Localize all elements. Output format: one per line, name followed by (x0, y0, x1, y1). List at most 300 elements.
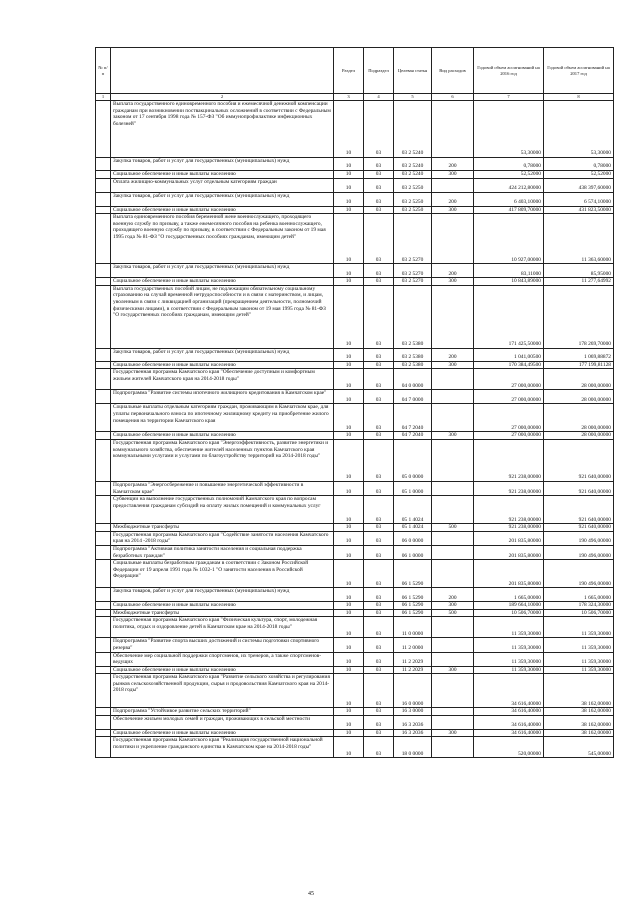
cell-razdel: 10 (334, 729, 364, 737)
table-row (96, 432, 614, 440)
table-row (96, 652, 614, 666)
cell-2016: 27 000,00000 (474, 404, 544, 432)
cell-num (96, 481, 111, 495)
cell-2017: 190 496,00000 (544, 545, 614, 559)
table-row (96, 617, 614, 638)
cell-num (96, 278, 111, 286)
budget-table-sheet (95, 47, 613, 758)
table-row (96, 192, 614, 206)
col-number: 1 (96, 94, 111, 101)
cell-podrazdel: 03 (364, 192, 394, 206)
cell-num (96, 609, 111, 617)
cell-razdel: 10 (334, 737, 364, 758)
cell-podrazdel: 03 (364, 729, 394, 737)
cell-podrazdel: 03 (364, 390, 394, 404)
cell-name: Выплата государственных пособий лицам, не подлежащим обязательному социальному страхованию на случай временной нетрудоспособности и в связи с материнством, и лицам, уволенным в связи с ликвидацией организаций (прекращением деятельности, полномочий физическими лицами), в соответствии с Федеральным законом от 19 мая 1995 года № 81-ФЗ "О государственных пособиях гражданам, имеющим детей" (111, 285, 334, 348)
cell-name: Социальное обеспечение и иные выплаты населению (111, 602, 334, 610)
cell-podrazdel: 03 (364, 602, 394, 610)
cell-2017: 38 162,00000 (544, 729, 614, 737)
cell-name: Подпрограмма "Развитие спорта высших достижений и системы подготовки спортивного резерва" (111, 638, 334, 652)
cell-2016: 1 041,00500 (474, 348, 544, 361)
cell-vr (432, 674, 474, 708)
cell-name: Социальное обеспечение и иные выплаты населению (111, 206, 334, 214)
cell-2016: 201 835,80000 (474, 560, 544, 588)
cell-razdel: 10 (334, 192, 364, 206)
cell-num (96, 496, 111, 524)
cell-2017: 190 496,00000 (544, 560, 614, 588)
cell-podrazdel: 03 (364, 674, 394, 708)
cell-num (96, 439, 111, 481)
table-row (96, 264, 614, 278)
table-row (96, 545, 614, 559)
cell-podrazdel: 03 (364, 638, 394, 652)
cell-podrazdel: 03 (364, 531, 394, 545)
table-row (96, 524, 614, 532)
cell-csr: 11 2 2029 (394, 652, 432, 666)
cell-num (96, 588, 111, 602)
cell-num (96, 348, 111, 361)
cell-2016: 27 000,00000 (474, 432, 544, 440)
cell-podrazdel: 03 (364, 369, 394, 390)
cell-2016: 201 835,80000 (474, 531, 544, 545)
cell-2017: 28 000,00000 (544, 404, 614, 432)
cell-2017: 1 069,88872 (544, 348, 614, 361)
cell-name: Закупка товаров, работ и услуг для государственных (муниципальных) нужд (111, 588, 334, 602)
cell-vr: 500 (432, 609, 474, 617)
cell-csr: 05 1 0000 (394, 481, 432, 495)
cell-2017: 28 000,00000 (544, 432, 614, 440)
cell-vr: 300 (432, 171, 474, 179)
cell-num (96, 617, 111, 638)
table-row (96, 404, 614, 432)
cell-2016: 34 616,40000 (474, 708, 544, 716)
cell-razdel: 10 (334, 404, 364, 432)
cell-num (96, 432, 111, 440)
cell-2016: 27 000,00000 (474, 390, 544, 404)
cell-2016: 424 212,80000 (474, 178, 544, 192)
cell-csr: 16 3 2036 (394, 715, 432, 729)
cell-2017: 438 397,60000 (544, 178, 614, 192)
cell-2016: 0,78000 (474, 158, 544, 171)
cell-vr: 300 (432, 361, 474, 369)
cell-num (96, 652, 111, 666)
cell-vr (432, 101, 474, 158)
table-row (96, 560, 614, 588)
cell-name: Закупка товаров, работ и услуг для государственных (муниципальных) нужд (111, 348, 334, 361)
cell-podrazdel: 03 (364, 496, 394, 524)
cell-razdel: 10 (334, 214, 364, 264)
cell-vr (432, 715, 474, 729)
cell-2016: 921 238,00000 (474, 439, 544, 481)
cell-name: Межбюджетные трансферты (111, 524, 334, 532)
cell-2016: 1 665,00000 (474, 588, 544, 602)
cell-num (96, 404, 111, 432)
cell-2016: 10 843,89000 (474, 278, 544, 286)
table-row (96, 214, 614, 264)
cell-podrazdel: 03 (364, 158, 394, 171)
cell-razdel: 10 (334, 715, 364, 729)
cell-podrazdel: 03 (364, 361, 394, 369)
cell-podrazdel: 03 (364, 404, 394, 432)
cell-2017: 11 277,64992 (544, 278, 614, 286)
cell-vr: 300 (432, 729, 474, 737)
header-num: № п/п (96, 48, 111, 94)
cell-podrazdel: 03 (364, 432, 394, 440)
cell-2016: 520,00000 (474, 737, 544, 758)
cell-razdel: 10 (334, 708, 364, 716)
table-row (96, 439, 614, 481)
cell-vr (432, 390, 474, 404)
cell-razdel: 10 (334, 496, 364, 524)
cell-csr: 03 2 5250 (394, 178, 432, 192)
cell-num (96, 560, 111, 588)
cell-podrazdel: 03 (364, 652, 394, 666)
cell-csr: 03 2 5380 (394, 361, 432, 369)
cell-vr: 200 (432, 158, 474, 171)
cell-csr: 16 3 2036 (394, 729, 432, 737)
cell-vr (432, 178, 474, 192)
cell-name: Выплата государственного единовременного пособия и ежемесячной денежной компенсации гражданам при возникновении поствакцинальных осложнений в соответствии с Федеральным законом от 17 сентября 1998 года № 157-ФЗ "Об иммунопрофилактике инфекционных болезней" (111, 101, 334, 158)
cell-num (96, 285, 111, 348)
table-row (96, 715, 614, 729)
cell-csr: 06 1 0000 (394, 545, 432, 559)
cell-csr: 03 2 5250 (394, 206, 432, 214)
cell-csr: 16 0 0000 (394, 674, 432, 708)
header-2017: Годовой объем ассигнований на 2017 год (544, 48, 614, 94)
cell-2016: 10 927,00000 (474, 214, 544, 264)
cell-csr: 03 2 5240 (394, 158, 432, 171)
cell-num (96, 674, 111, 708)
cell-num (96, 524, 111, 532)
cell-vr: 300 (432, 206, 474, 214)
cell-podrazdel: 03 (364, 666, 394, 674)
col-number: 3 (334, 94, 364, 101)
cell-csr: 03 2 5270 (394, 264, 432, 278)
cell-razdel: 10 (334, 361, 364, 369)
cell-num (96, 178, 111, 192)
cell-name: Государственная программа Камчатского края "Обеспечение доступным и комфортным жильем жителей Камчатского края на 2014-2018 годы" (111, 369, 334, 390)
col-number: 8 (544, 94, 614, 101)
cell-num (96, 602, 111, 610)
cell-razdel: 10 (334, 617, 364, 638)
cell-razdel: 10 (334, 560, 364, 588)
cell-name: Социальное обеспечение и иные выплаты населению (111, 666, 334, 674)
cell-2017: 178 269,70000 (544, 285, 614, 348)
cell-2016: 34 616,40000 (474, 674, 544, 708)
cell-2017: 178 324,30000 (544, 602, 614, 610)
col-number: 7 (474, 94, 544, 101)
header-razdel: Раздел (334, 48, 364, 94)
cell-2017: 545,00000 (544, 737, 614, 758)
cell-vr (432, 652, 474, 666)
cell-razdel: 10 (334, 652, 364, 666)
cell-2016: 921 238,00000 (474, 496, 544, 524)
cell-razdel: 10 (334, 674, 364, 708)
cell-podrazdel: 03 (364, 715, 394, 729)
cell-name: Обеспечение жильем молодых семей и граждан, проживающих в сельской местности (111, 715, 334, 729)
cell-razdel: 10 (334, 348, 364, 361)
cell-name: Закупка товаров, работ и услуг для государственных (муниципальных) нужд (111, 264, 334, 278)
cell-csr: 18 0 0000 (394, 737, 432, 758)
table-row (96, 674, 614, 708)
cell-2017: 190 496,00000 (544, 531, 614, 545)
cell-name: Государственная программа Камчатского края "Энергоэффективность, развитие энергетики и коммунального хозяйства, обеспечение жителей населенных пунктов Камчатского края коммунальными услугами и услугами по благоустройству территорий на 2014-2018 годы" (111, 439, 334, 481)
header-name (111, 48, 334, 94)
cell-vr: 200 (432, 588, 474, 602)
cell-csr: 03 2 5250 (394, 192, 432, 206)
header-podrazdel: Подраздел (364, 48, 394, 94)
col-number: 2 (111, 94, 334, 101)
cell-2016: 921 238,00000 (474, 524, 544, 532)
cell-2016: 921 238,00000 (474, 481, 544, 495)
cell-csr: 06 1 5290 (394, 602, 432, 610)
cell-name: Обеспечение мер социальной поддержки спортсменов, их тренеров, а также спортсменов-ведущих (111, 652, 334, 666)
cell-vr: 500 (432, 524, 474, 532)
cell-csr: 11 2 0000 (394, 638, 432, 652)
cell-podrazdel: 03 (364, 214, 394, 264)
cell-razdel: 10 (334, 588, 364, 602)
cell-2017: 921 640,00000 (544, 481, 614, 495)
cell-vr (432, 439, 474, 481)
cell-num (96, 206, 111, 214)
cell-name: Подпрограмма "Активная политика занятости населения и социальная поддержка безработных граждан" (111, 545, 334, 559)
cell-vr: 300 (432, 278, 474, 286)
cell-razdel: 10 (334, 206, 364, 214)
cell-podrazdel: 03 (364, 101, 394, 158)
cell-num (96, 158, 111, 171)
cell-2016: 201 835,80000 (474, 545, 544, 559)
cell-num (96, 638, 111, 652)
table-row (96, 178, 614, 192)
cell-csr: 05 1 4024 (394, 524, 432, 532)
cell-podrazdel: 03 (364, 545, 394, 559)
cell-num (96, 729, 111, 737)
cell-vr (432, 708, 474, 716)
cell-2017: 11 359,30000 (544, 638, 614, 652)
cell-podrazdel: 03 (364, 481, 394, 495)
cell-2017: 11 359,30000 (544, 666, 614, 674)
cell-podrazdel: 03 (364, 264, 394, 278)
cell-csr: 03 2 5380 (394, 285, 432, 348)
table-row (96, 481, 614, 495)
cell-name: Социальное обеспечение и иные выплаты населению (111, 432, 334, 440)
cell-2017: 921 640,00000 (544, 524, 614, 532)
table-row (96, 361, 614, 369)
cell-2017: 431 823,50000 (544, 206, 614, 214)
cell-2017: 921 640,00000 (544, 439, 614, 481)
cell-podrazdel: 03 (364, 348, 394, 361)
cell-razdel: 10 (334, 285, 364, 348)
cell-csr: 03 2 5240 (394, 101, 432, 158)
cell-2017: 10 506,70000 (544, 609, 614, 617)
table-row (96, 369, 614, 390)
cell-num (96, 545, 111, 559)
cell-name: Межбюджетные трансферты (111, 609, 334, 617)
table-row (96, 737, 614, 758)
cell-vr (432, 481, 474, 495)
cell-2017: 53,30000 (544, 101, 614, 158)
cell-razdel: 10 (334, 602, 364, 610)
cell-name: Оплата жилищно-коммунальных услуг отдельным категориям граждан (111, 178, 334, 192)
cell-2017: 28 000,00000 (544, 390, 614, 404)
cell-csr: 03 2 5270 (394, 278, 432, 286)
header-vr: Вид расходов (432, 48, 474, 94)
cell-razdel: 10 (334, 531, 364, 545)
table-row (96, 285, 614, 348)
cell-name: Государственная программа Камчатского края "Физическая культура, спорт, молодежная политика, отдых и оздоровление детей в Камчатском крае на 2014-2018 годы" (111, 617, 334, 638)
cell-podrazdel: 03 (364, 171, 394, 179)
cell-razdel: 10 (334, 545, 364, 559)
cell-csr: 06 0 0000 (394, 531, 432, 545)
cell-csr: 04 7 2040 (394, 432, 432, 440)
cell-razdel: 10 (334, 390, 364, 404)
cell-name: Социальные выплаты безработным гражданам в соответствии с Законом Российской Федерации от 19 апреля 1991 года № 1032-1 "О занятости населения в Российской Федерации" (111, 560, 334, 588)
cell-vr (432, 285, 474, 348)
cell-name: Подпрограмма "Устойчивое развитие сельских территорий" (111, 708, 334, 716)
cell-razdel: 10 (334, 666, 364, 674)
table-row (96, 206, 614, 214)
cell-2016: 11 359,30000 (474, 666, 544, 674)
cell-num (96, 214, 111, 264)
cell-name: Социальное обеспечение и иные выплаты населению (111, 171, 334, 179)
cell-vr: 200 (432, 192, 474, 206)
cell-name: Социальное обеспечение и иные выплаты населению (111, 361, 334, 369)
cell-num (96, 369, 111, 390)
cell-razdel: 10 (334, 439, 364, 481)
cell-2017: 38 162,00000 (544, 708, 614, 716)
cell-razdel: 10 (334, 638, 364, 652)
cell-2016: 11 359,30000 (474, 652, 544, 666)
table-header-row (96, 48, 614, 94)
cell-name: Социальное обеспечение и иные выплаты населению (111, 278, 334, 286)
cell-num (96, 390, 111, 404)
cell-razdel: 10 (334, 158, 364, 171)
cell-razdel: 10 (334, 278, 364, 286)
cell-name: Подпрограмма "Энергосбережение и повышение энергетической эффективности в Камчатском крае" (111, 481, 334, 495)
cell-vr: 300 (432, 432, 474, 440)
cell-razdel: 10 (334, 524, 364, 532)
cell-razdel: 10 (334, 432, 364, 440)
table-row (96, 602, 614, 610)
budget-table (95, 47, 614, 758)
cell-podrazdel: 03 (364, 278, 394, 286)
cell-razdel: 10 (334, 481, 364, 495)
cell-podrazdel: 03 (364, 617, 394, 638)
page-number: 45 (308, 891, 314, 897)
cell-podrazdel: 03 (364, 285, 394, 348)
cell-2016: 53,30000 (474, 101, 544, 158)
cell-2016: 10 506,70000 (474, 609, 544, 617)
cell-name: Закупка товаров, работ и услуг для государственных (муниципальных) нужд (111, 158, 334, 171)
cell-2017: 38 162,00000 (544, 715, 614, 729)
cell-name: Закупка товаров, работ и услуг для государственных (муниципальных) нужд (111, 192, 334, 206)
cell-num (96, 264, 111, 278)
cell-2016: 27 000,00000 (474, 369, 544, 390)
table-row (96, 729, 614, 737)
cell-podrazdel: 03 (364, 524, 394, 532)
cell-num (96, 666, 111, 674)
cell-podrazdel: 03 (364, 588, 394, 602)
cell-podrazdel: 03 (364, 178, 394, 192)
cell-vr (432, 404, 474, 432)
cell-csr: 05 0 0000 (394, 439, 432, 481)
cell-vr: 200 (432, 348, 474, 361)
cell-csr: 04 7 0000 (394, 390, 432, 404)
cell-2016: 189 664,10000 (474, 602, 544, 610)
cell-vr: 300 (432, 666, 474, 674)
cell-2017: 11 363,60000 (544, 214, 614, 264)
table-row (96, 158, 614, 171)
cell-podrazdel: 03 (364, 737, 394, 758)
table-row (96, 101, 614, 158)
cell-2016: 170 384,49500 (474, 361, 544, 369)
cell-2016: 171 425,50000 (474, 285, 544, 348)
cell-num (96, 192, 111, 206)
cell-num (96, 101, 111, 158)
cell-2017: 28 000,00000 (544, 369, 614, 390)
cell-podrazdel: 03 (364, 206, 394, 214)
cell-num (96, 708, 111, 716)
cell-csr: 11 0 0000 (394, 617, 432, 638)
table-row (96, 609, 614, 617)
table-row (96, 531, 614, 545)
cell-2017: 85,95000 (544, 264, 614, 278)
cell-2017: 52,52000 (544, 171, 614, 179)
cell-2017: 1 665,00000 (544, 588, 614, 602)
cell-name: Государственная программа Камчатского края "Реализация государственной национальной политики и укрепление гражданского единства в Камчатском крае на 2014-2018 годы" (111, 737, 334, 758)
cell-csr: 11 2 2029 (394, 666, 432, 674)
cell-podrazdel: 03 (364, 708, 394, 716)
cell-2017: 11 359,30000 (544, 652, 614, 666)
cell-csr: 06 1 5290 (394, 609, 432, 617)
header-2016: Годовой объем ассигнований на 2016 год (474, 48, 544, 94)
cell-csr: 04 0 0000 (394, 369, 432, 390)
cell-name: Государственная программа Камчатского края "Содействие занятости населения Камчатского края на 2014 -2018 годы" (111, 531, 334, 545)
table-row (96, 278, 614, 286)
col-number: 6 (432, 94, 474, 101)
table-row (96, 390, 614, 404)
cell-2017: 0,78000 (544, 158, 614, 171)
cell-num (96, 361, 111, 369)
cell-vr (432, 214, 474, 264)
cell-vr (432, 638, 474, 652)
cell-razdel: 10 (334, 609, 364, 617)
table-row (96, 666, 614, 674)
cell-2017: 38 162,00000 (544, 674, 614, 708)
table-row (96, 588, 614, 602)
cell-2016: 83,11000 (474, 264, 544, 278)
cell-vr (432, 560, 474, 588)
cell-razdel: 10 (334, 264, 364, 278)
table-body (96, 101, 614, 758)
cell-vr (432, 737, 474, 758)
cell-csr: 06 1 5290 (394, 588, 432, 602)
table-row (96, 638, 614, 652)
cell-razdel: 10 (334, 101, 364, 158)
table-row (96, 171, 614, 179)
cell-podrazdel: 03 (364, 609, 394, 617)
cell-num (96, 715, 111, 729)
cell-csr: 03 2 5380 (394, 348, 432, 361)
column-number-row (96, 94, 614, 101)
cell-2016: 52,52000 (474, 171, 544, 179)
cell-csr: 16 3 0000 (394, 708, 432, 716)
cell-csr: 06 1 5290 (394, 560, 432, 588)
cell-num (96, 531, 111, 545)
cell-2016: 11 359,30000 (474, 638, 544, 652)
cell-name: Социальные выплаты отдельным категориям граждан, проживающим в Камчатском крае, для уплаты первоначального взноса по ипотечному жилищному кредиту на приобретение жилого помещения на территории Камчатского края (111, 404, 334, 432)
cell-podrazdel: 03 (364, 560, 394, 588)
